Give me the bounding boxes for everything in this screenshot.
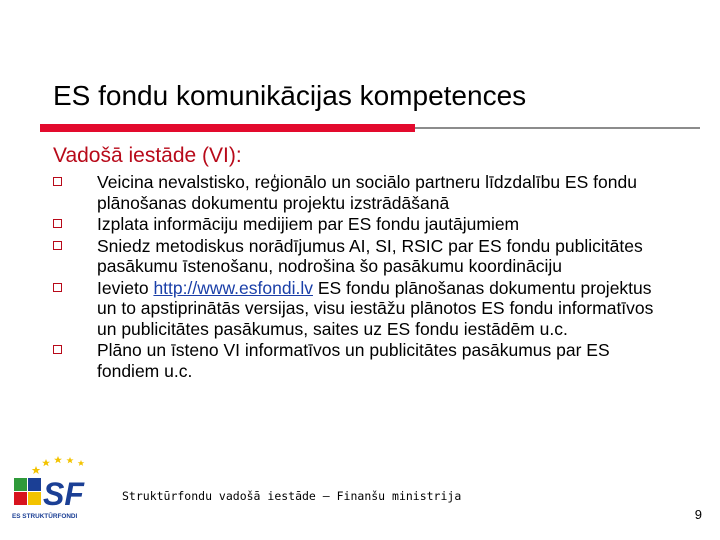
bullet-text: Sniedz metodiskus norādījumus AI, SI, RSIC par ES fondu publicitātes pasākumu īstenošanu, nodrošina šo pasākumu koordināciju [97, 235, 643, 276]
title-underline-red-bar [40, 124, 415, 132]
slide-title: ES fondu komunikācijas kompetences [53, 80, 527, 111]
bullet-item [53, 172, 663, 213]
logo-color-squares [14, 478, 41, 505]
square-bullet-icon [53, 283, 62, 292]
page-number: 9 [694, 507, 702, 522]
logo-stars [32, 456, 85, 474]
bullet-list [53, 172, 663, 382]
bullet-item [53, 340, 663, 381]
esfondi-link[interactable]: http://www.esfondi.lv [153, 277, 313, 298]
logo-caption: ES STRUKTŪRFONDI [12, 513, 78, 520]
bullet-item [53, 214, 663, 235]
bullet-text-before-link: Ievieto [97, 277, 154, 298]
slide-subtitle: Vadošā iestāde (VI): [53, 144, 242, 167]
square-bullet-icon [53, 345, 62, 354]
title-underline [40, 124, 700, 132]
square-bullet-icon [53, 219, 62, 228]
logo-letters: SF [43, 476, 84, 512]
bullet-text: Veicina nevalstisko, reģionālo un sociālo partneru līdzdalību ES fondu plānošanas dokumentu projektu izstrādāšanā [97, 172, 637, 213]
square-bullet-icon [53, 241, 62, 250]
bullet-item [53, 278, 663, 340]
bullet-item [53, 236, 663, 277]
bullet-text: Izplata informāciju medijiem par ES fondu jautājumiem [97, 214, 520, 234]
bullet-text: Plāno un īsteno VI informatīvos un publicitātes pasākumus par ES fondiem u.c. [97, 340, 610, 381]
bullet-text-after-link: ES fondu plānošanas dokumentu projektus un to apstiprinātās versijas, visu iestāžu plānotos ES fondu informatīvos un publicitātes pasākumus, saites uz ES fondu iestādēm u.c. [97, 277, 654, 339]
footer-text: Struktūrfondu vadošā iestāde – Finanšu ministrija [122, 489, 462, 503]
es-strukturfondi-logo [10, 452, 110, 526]
square-bullet-icon [53, 177, 62, 186]
title-underline-gray-line [415, 127, 700, 129]
